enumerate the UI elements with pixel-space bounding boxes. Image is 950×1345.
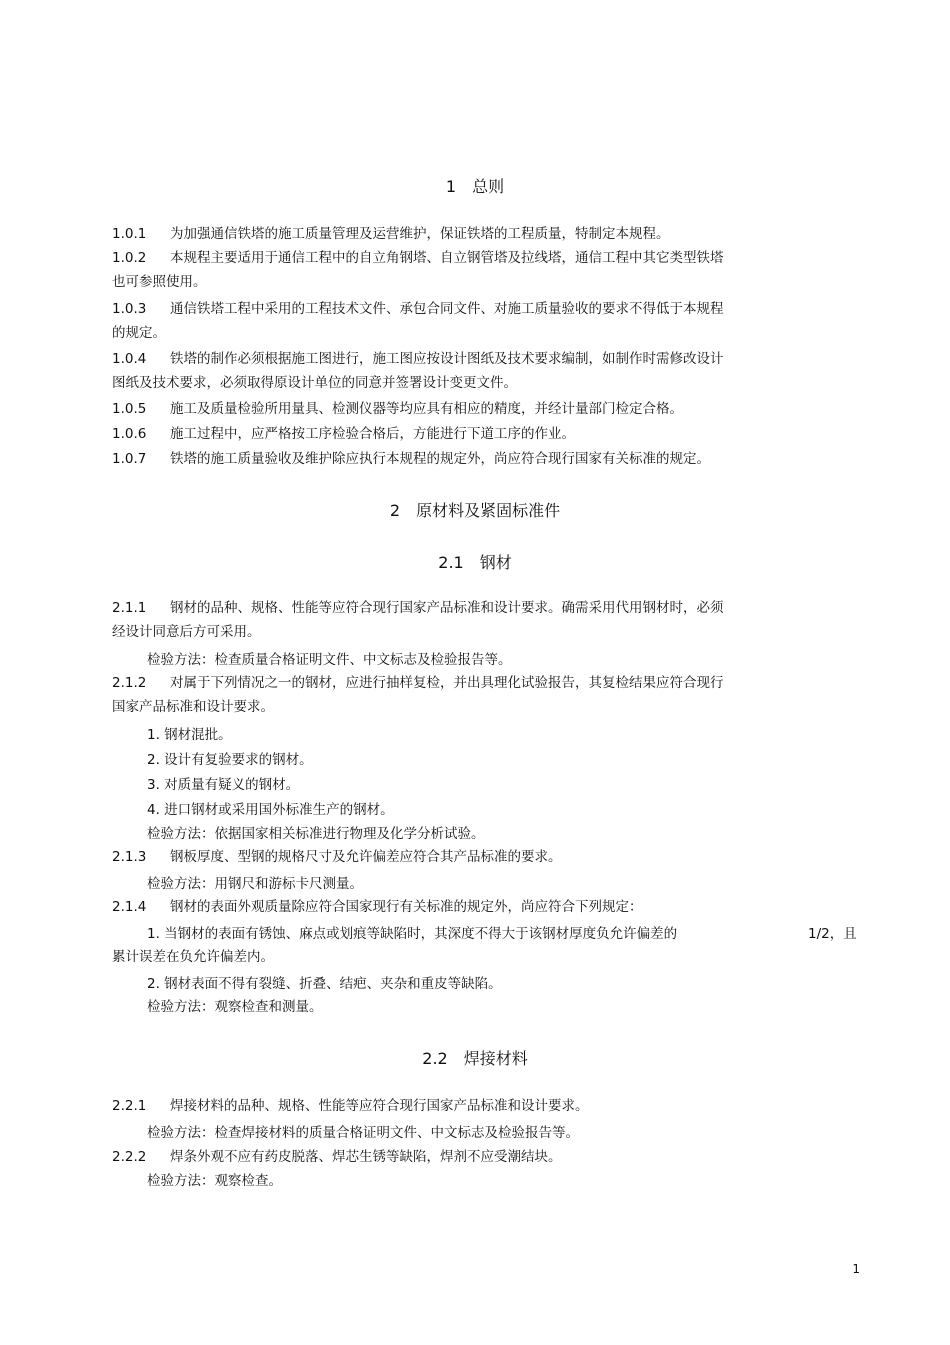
clause-2-2-1: [112, 1097, 589, 1115]
clause-number: 1.0.3: [112, 301, 147, 317]
inspection-method: 检验方法：检查质量合格证明文件、中文标志及检验报告等。: [147, 652, 512, 668]
clause-text-continued: 也可参照使用。: [112, 274, 207, 290]
list-item-tail: 1/2，且: [808, 926, 857, 942]
list-item: 2. 设计有复验要求的钢材。: [147, 752, 313, 768]
list-item: 2. 钢材表面不得有裂缝、折叠、结疤、夹杂和重皮等缺陷。: [147, 976, 502, 992]
clause-1-0-4: [112, 350, 724, 368]
clause-number: 2.2.2: [112, 1149, 147, 1165]
clause-number: 1.0.5: [112, 401, 147, 417]
inspection-method: 检验方法：检查焊接材料的质量合格证明文件、中文标志及检验报告等。: [147, 1125, 579, 1141]
clause-2-1-3: [112, 848, 562, 866]
clause-2-1-1: [112, 599, 724, 617]
clause-text: 钢板厚度、型钢的规格尺寸及允许偏差应符合其产品标准的要求。: [170, 849, 562, 865]
clause-number: 2.1.4: [112, 899, 147, 915]
heading-number: 2.1: [438, 553, 464, 572]
clause-1-0-7: [112, 450, 710, 468]
clause-text-continued: 经设计同意后方可采用。: [112, 624, 261, 640]
heading-2-1: [0, 550, 950, 573]
inspection-method: 检验方法：观察检查。: [147, 1173, 282, 1189]
page-number: 1: [852, 1262, 860, 1276]
clause-1-0-1: [112, 225, 670, 243]
clause-1-0-2: [112, 249, 724, 267]
clause-text-continued: 的规定。: [112, 325, 166, 341]
heading-title: 总则: [472, 177, 505, 196]
heading-number: 2.2: [422, 1049, 448, 1068]
clause-text: 施工及质量检验所用量具、检测仪器等均应具有相应的精度，并经计量部门检定合格。: [170, 401, 683, 417]
clause-text: 铁塔的制作必须根据施工图进行，施工图应按设计图纸及技术要求编制，如制作时需修改设计: [170, 351, 724, 367]
clause-1-0-6: [112, 425, 575, 443]
clause-number: 2.1.2: [112, 675, 147, 691]
heading-title: 焊接材料: [463, 1049, 528, 1068]
clause-text: 本规程主要适用于通信工程中的自立角钢塔、自立钢管塔及拉线塔，通信工程中其它类型铁塔: [170, 250, 724, 266]
list-item: 1. 当钢材的表面有锈蚀、麻点或划痕等缺陷时，其深度不得大于该钢材厚度负允许偏差的: [147, 926, 678, 942]
clause-text: 通信铁塔工程中采用的工程技术文件、承包合同文件、对施工质量验收的要求不得低于本规程: [170, 301, 724, 317]
clause-1-0-3: [112, 300, 724, 318]
heading-2-2: [0, 1046, 950, 1069]
list-item: 3. 对质量有疑义的钢材。: [147, 777, 300, 793]
clause-text: 为加强通信铁塔的施工质量管理及运营维护，保证铁塔的工程质量，特制定本规程。: [170, 226, 670, 242]
list-item-continued: 累计误差在负允许偏差内。: [112, 949, 274, 965]
heading-title: 原材料及紧固标准件: [416, 501, 561, 520]
clause-number: 2.1.3: [112, 849, 147, 865]
clause-text: 钢材的品种、规格、性能等应符合现行国家产品标准和设计要求。确需采用代用钢材时，必须: [170, 600, 724, 616]
clause-number: 2.2.1: [112, 1098, 147, 1114]
clause-2-1-4: [112, 898, 643, 916]
heading-2: [0, 498, 950, 521]
clause-2-2-2: [112, 1148, 562, 1166]
heading-1: [0, 174, 950, 197]
clause-2-1-2: [112, 674, 724, 692]
list-item: 1. 钢材混批。: [147, 727, 232, 743]
inspection-method: 检验方法：观察检查和测量。: [147, 999, 323, 1015]
inspection-method: 检验方法：用钢尺和游标卡尺测量。: [147, 876, 363, 892]
list-item: 4. 进口钢材或采用国外标准生产的钢材。: [147, 802, 394, 818]
clause-text: 铁塔的施工质量验收及维护除应执行本规程的规定外，尚应符合现行国家有关标准的规定。: [170, 451, 710, 467]
heading-number: 2: [389, 501, 401, 520]
clause-1-0-5: [112, 400, 683, 418]
clause-number: 1.0.6: [112, 426, 147, 442]
clause-text: 钢材的表面外观质量除应符合国家现行有关标准的规定外，尚应符合下列规定：: [170, 899, 643, 915]
clause-number: 1.0.4: [112, 351, 147, 367]
heading-number: 1: [445, 177, 457, 196]
clause-text: 焊接材料的品种、规格、性能等应符合现行国家产品标准和设计要求。: [170, 1098, 589, 1114]
clause-text: 对属于下列情况之一的钢材，应进行抽样复检，并出具理化试验报告，其复检结果应符合现行: [170, 675, 724, 691]
heading-title: 钢材: [479, 553, 512, 572]
clause-text-continued: 图纸及技术要求，必须取得原设计单位的同意并签署设计变更文件。: [112, 375, 517, 391]
clause-text: 焊条外观不应有药皮脱落、焊芯生锈等缺陷，焊剂不应受潮结块。: [170, 1149, 562, 1165]
clause-number: 2.1.1: [112, 600, 147, 616]
clause-text: 施工过程中，应严格按工序检验合格后，方能进行下道工序的作业。: [170, 426, 575, 442]
clause-number: 1.0.2: [112, 250, 147, 266]
clause-number: 1.0.1: [112, 226, 147, 242]
clause-number: 1.0.7: [112, 451, 147, 467]
inspection-method: 检验方法：依据国家相关标准进行物理及化学分析试验。: [147, 826, 485, 842]
clause-text-continued: 国家产品标准和设计要求。: [112, 699, 274, 715]
